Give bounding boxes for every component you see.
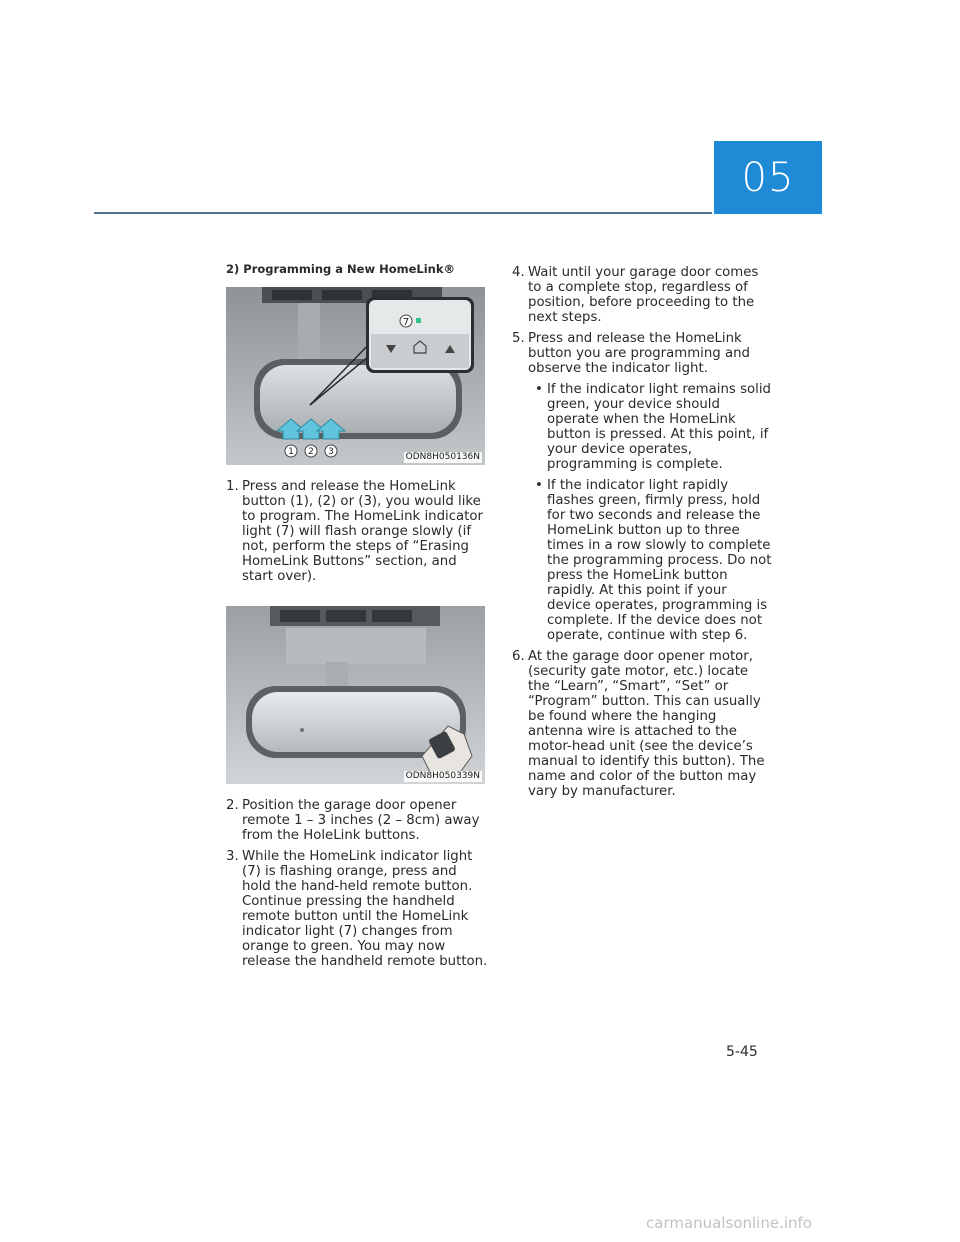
bullet-text: If the indicator light rapidly flashes green, firmly press, hold for two seconds and release the HomeLink button up to three times in a row slowly to complete the programming process. Do not press the HomeLink button rapidly. At this point if your device operates, programming is complete. If the device does not operate, continue with step 6.: [547, 478, 772, 643]
step-5: [512, 331, 774, 376]
bullet-icon: •: [535, 478, 543, 493]
bullet-icon: •: [535, 382, 543, 397]
step-text: While the HomeLink indicator light (7) is flashing orange, press and hold the hand-held remote button. Continue pressing the handheld remote button until the HomeLink indicator light (7) changes from orange to green. You may now release the handheld remote button.: [242, 849, 488, 969]
section-title: 2) Programming a New HomeLink®: [226, 262, 455, 276]
step-6: [512, 649, 774, 799]
bullet-item: [530, 382, 774, 472]
indicator-label: 7: [402, 317, 410, 328]
step-3: [226, 849, 488, 969]
bullet-text: If the indicator light remains solid green, your device should operate when the HomeLink button is pressed. At this point, if your device operates, programming is complete.: [547, 382, 771, 472]
figure-code: ODN8H050339N: [405, 771, 480, 781]
remote-programming-figure: [226, 606, 485, 784]
step-text: Wait until your garage door comes to a complete stop, regardless of position, before proceeding to the next steps.: [528, 265, 759, 325]
button-label-2: 2: [308, 447, 314, 457]
step-number: 4.: [512, 265, 525, 280]
step-number: 3.: [226, 849, 239, 864]
step-number: 5.: [512, 331, 525, 346]
step-1: [226, 479, 488, 584]
header-rule: [94, 212, 712, 214]
page-number: 5-45: [726, 1044, 758, 1060]
step-text: At the garage door opener motor, (security gate motor, etc.) locate the “Learn”, “Smart”, “Set” or “Program” button. This can usually be found where the hanging antenna wire is attached to the motor-head unit (see the device’s manual to identify this button). The name and color of the button may vary by manufacturer.: [528, 649, 765, 799]
step-text: Press and release the HomeLink button you are programming and observe the indicator light.: [528, 331, 750, 376]
watermark: carmanualsonline.info: [646, 1214, 812, 1232]
button-label-1: 1: [288, 447, 294, 457]
figure-code: ODN8H050136N: [405, 452, 480, 462]
step-number: 2.: [226, 798, 239, 813]
step-text: Position the garage door opener remote 1 – 3 inches (2 – 8cm) away from the HoleLink buttons.: [242, 798, 480, 843]
indicator-light: [416, 318, 421, 323]
step-text: Press and release the HomeLink button (1), (2) or (3), you would like to program. The HomeLink indicator light (7) will flash orange slowly (if not, perform the steps of “Erasing HomeLink Buttons” section, and start over).: [242, 479, 483, 584]
bullet-item: [530, 478, 774, 643]
step-2: [226, 798, 488, 843]
button-label-3: 3: [328, 447, 334, 457]
remote-programming-illustration: [226, 606, 485, 784]
step-number: 1.: [226, 479, 239, 494]
chapter-number: 05: [741, 154, 795, 201]
step-number: 6.: [512, 649, 525, 664]
homelink-buttons-illustration: [226, 287, 485, 465]
chapter-tab: [714, 141, 822, 214]
right-column: [512, 265, 774, 805]
step-4: [512, 265, 774, 325]
left-column: [226, 262, 488, 975]
homelink-buttons-figure: [226, 287, 485, 465]
